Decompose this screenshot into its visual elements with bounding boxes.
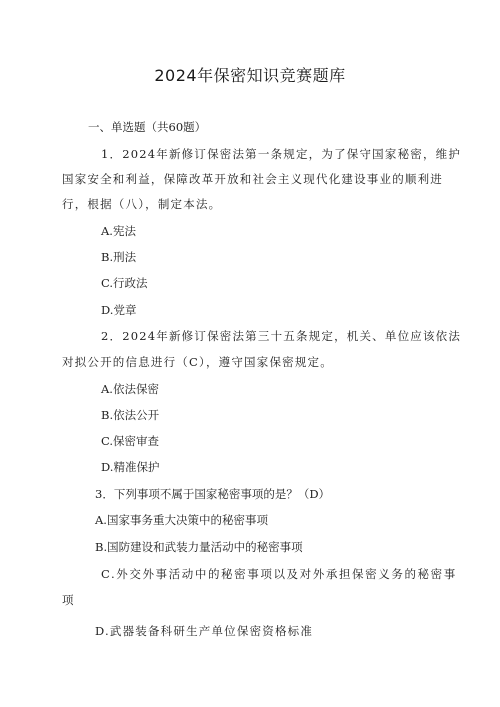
question-1-option-b: B.刑法 xyxy=(101,250,137,264)
question-1-option-d: D.党章 xyxy=(101,303,137,317)
question-3-option-c-continued: 项 xyxy=(62,593,74,607)
question-3-option-c: C.外交外事活动中的秘密事项以及对外承担保密义务的秘密事 xyxy=(101,567,457,581)
question-2-option-c: C.保密审查 xyxy=(101,434,160,448)
question-3-line-1: 3．下列事项不属于国家秘密事项的是？（D） xyxy=(95,487,331,501)
question-2-option-b: B.依法公开 xyxy=(101,408,160,422)
question-1-line-1: 1．2024年新修订保密法第一条规定，为了保守国家秘密，维护 xyxy=(101,147,462,161)
question-3-option-b: B.国防建设和武装力量活动中的秘密事项 xyxy=(95,540,303,554)
page-title: 2024年保密知识竞赛题库 xyxy=(154,66,346,85)
section-heading: 一、单选题（共60题） xyxy=(88,120,207,134)
question-2-option-a: A.依法保密 xyxy=(101,382,159,396)
question-1-line-2: 国家安全和利益，保障改革开放和社会主义现代化建设事业的顺利进 xyxy=(62,172,443,186)
question-3-option-a: A.国家事务重大决策中的秘密事项 xyxy=(95,513,268,527)
question-2-line-2: 对拟公开的信息进行（C），遵守国家保密规定。 xyxy=(62,355,333,369)
question-2-option-d: D.精准保护 xyxy=(101,460,160,474)
question-2-line-1: 2．2024年新修订保密法第三十五条规定，机关、单位应该依法 xyxy=(101,329,462,343)
question-1-line-3: 行，根据（八），制定本法。 xyxy=(62,197,222,211)
question-3-option-d: D.武器装备科研生产单位保密资格标准 xyxy=(95,624,314,638)
question-1-option-c: C.行政法 xyxy=(101,276,148,290)
question-1-option-a: A.宪法 xyxy=(101,224,136,238)
